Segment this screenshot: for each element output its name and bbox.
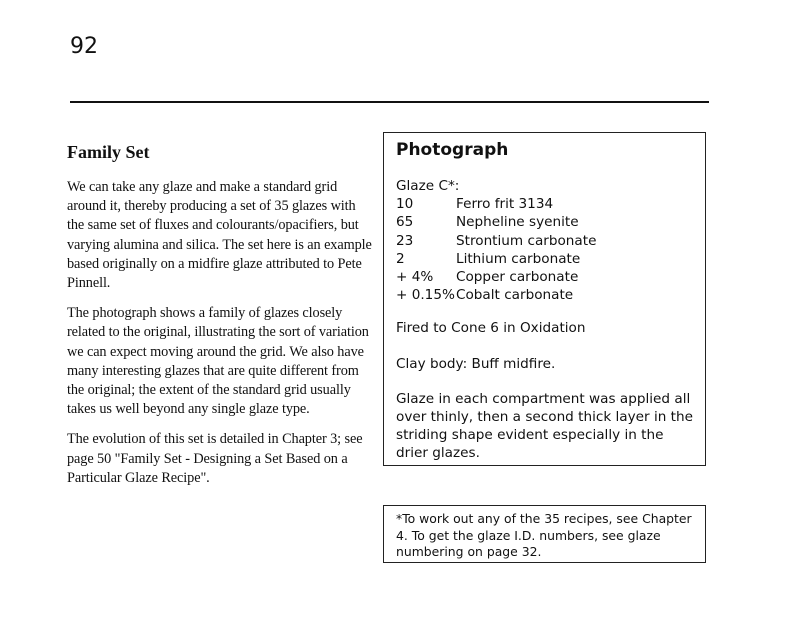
recipe-material: Strontium carbonate [456, 232, 597, 249]
recipe-material: Nepheline syenite [456, 214, 579, 231]
paragraph-intro: We can take any glaze and make a standard grid around it, thereby producing a set of 35 glazes with the same set of fluxes and colourants/opacifiers, but varying alumina and silica. The set here is an example based originally on a midfire glaze attributed to Pete Pinnell. [67, 179, 372, 292]
recipe-row [396, 268, 693, 286]
application-info: Glaze in each compartment was applied all over thinly, then a second thick layer in the striding shape evident especially in the drier glazes. [396, 390, 693, 462]
recipe-row [396, 232, 693, 250]
recipe-material: Copper carbonate [456, 269, 579, 286]
photograph-box [383, 132, 706, 466]
header-rule [70, 101, 709, 103]
recipe-amount: 2 [396, 250, 405, 267]
glaze-name: Glaze C*: [396, 178, 460, 194]
recipe-material: Cobalt carbonate [456, 287, 574, 304]
recipe-row [396, 286, 693, 304]
recipe-row [396, 195, 693, 213]
photograph-heading: Photograph [396, 140, 509, 160]
paragraph-photograph: The photograph shows a family of glazes closely related to the original, illustrating the sort of variation we can expect moving around the grid. We also have many interesting glazes that are quite different from the original; the extent of the standard grid usually takes us well beyond any single glaze type. [67, 305, 369, 418]
recipe-amount: 23 [396, 232, 414, 249]
footnote-box: *To work out any of the 35 recipes, see Chapter 4. To get the glaze I.D. numbers, see glaze numbering on page 32. [383, 505, 706, 563]
firing-info: Fired to Cone 6 in Oxidation [396, 320, 586, 337]
recipe-material: Ferro frit 3134 [456, 196, 554, 213]
page-number: 92 [70, 34, 98, 59]
recipe-row [396, 213, 693, 231]
recipe-amount: + 4% [396, 269, 434, 286]
recipe-material: Lithium carbonate [456, 250, 581, 267]
paragraph-evolution: The evolution of this set is detailed in Chapter 3; see page 50 "Family Set - Designing a Set Based on a Particular Glaze Recipe". [67, 431, 363, 486]
recipe-row [396, 250, 693, 268]
glaze-recipe [396, 177, 693, 304]
recipe-amount: + 0.15% [396, 287, 455, 304]
section-heading: Family Set [67, 142, 150, 162]
recipe-amount: 65 [396, 214, 414, 231]
left-column [67, 142, 372, 499]
recipe-amount: 10 [396, 196, 414, 213]
clay-body-info: Clay body: Buff midfire. [396, 355, 556, 372]
